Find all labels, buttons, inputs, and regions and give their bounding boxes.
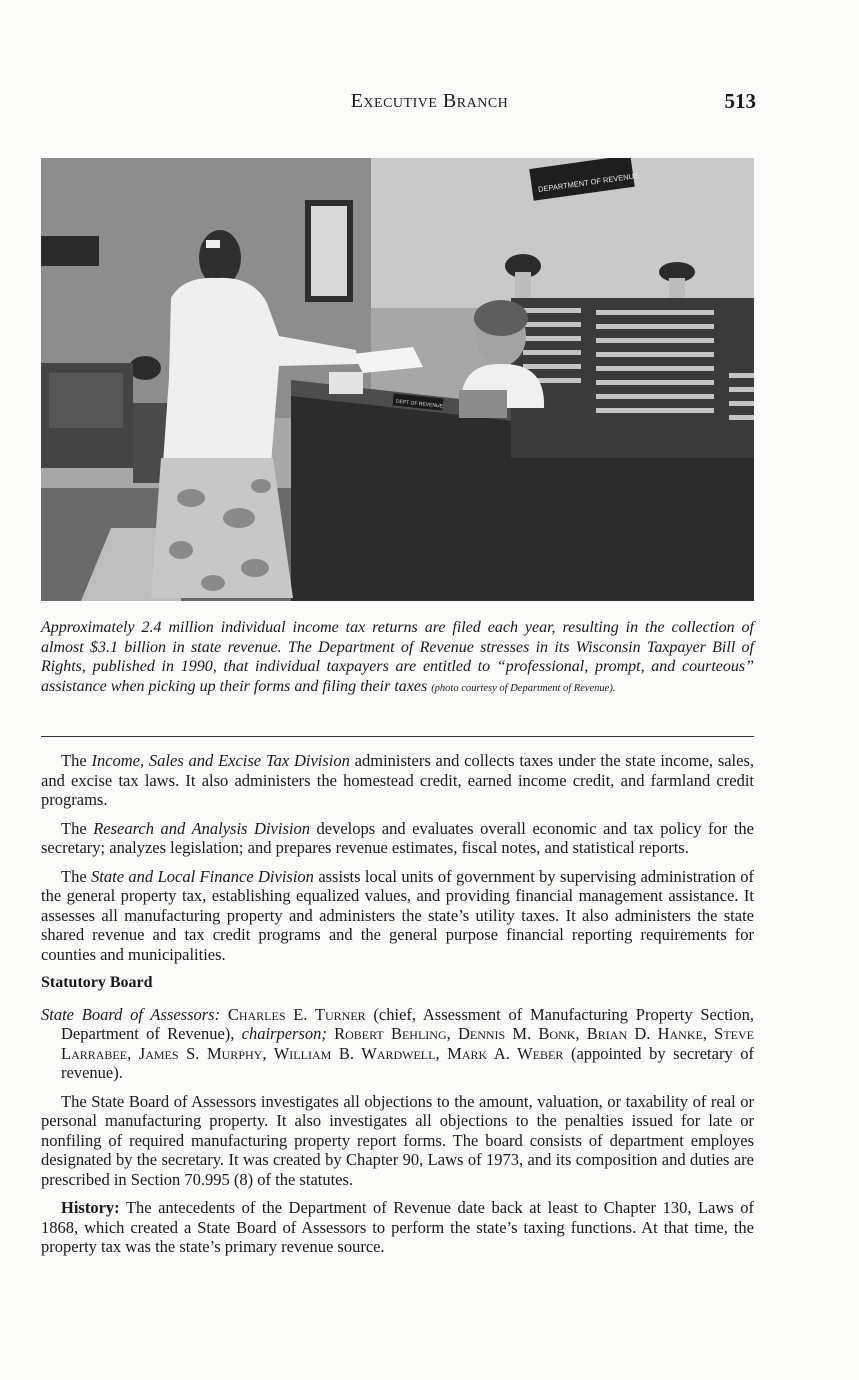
board-membership: State Board of Assessors: Charles E. Turner (chief, Assessment of Manufacturing Property Section, Department of Revenue), chairperson; Robert Behling, Dennis M. Bonk, Brian D. Hanke, Steve Larrabee, James S. Murphy, William B. Wardwell, Mark A. Weber (appointed by secretary of revenue). xyxy=(41,1004,755,1082)
caption-text: Approximately 2.4 million individual income tax returns are filed each year, resulting in the collection of almost $3.1 billion in state revenue. The Department of Revenue stresses in its Wisconsin Taxpayer Bill of Rights, published in 1990, that individual taxpayers are entitled to “professional, prompt, and courteous” assistance when picking up their forms and filing their taxes xyxy=(41,619,754,695)
chair-name: Charles E. Turner xyxy=(227,1004,366,1024)
photo-credit: (photo courtesy of Department of Revenue). xyxy=(431,682,616,694)
body-text xyxy=(41,751,754,1266)
division-name: Income, Sales and Excise Tax Division xyxy=(91,751,350,770)
paragraph-state-local-finance: The State and Local Finance Division assists local units of government by supervising administration of the general property tax, establishing equalized values, and providing financial management assistance. It assesses all manufacturing property and administers the state’s utility taxes. It also administers the state shared revenue and tax credit programs and the general purpose financial reporting requirements for counties and municipalities. xyxy=(41,866,754,964)
page-title: Executive Branch xyxy=(350,90,509,112)
board-description: The State Board of Assessors investigates all objections to the amount, valuation, or taxability of real or personal manufacturing property. It also investigates all objections to the penalties issued for late or nonfiling of required manufacturing property report forms. The board consists of department employes designated by the secretary. It was created by Chapter 90, Laws of 1973, and its composition and duties are prescribed in Section 70.995 (8) of the statutes. xyxy=(41,1091,754,1189)
division-name: Research and Analysis Division xyxy=(93,818,310,838)
office-photo xyxy=(41,158,754,601)
history-label: History: xyxy=(61,1198,120,1217)
page-number: 513 xyxy=(724,89,756,113)
division-name: State and Local Finance Division xyxy=(91,866,314,886)
photo-caption xyxy=(41,618,754,698)
paragraph-income-sales-excise: The Income, Sales and Excise Tax Division administers and collects taxes under the state income, sales, and excise tax laws. It also administers the homestead credit, earned income credit, and farmland credit programs. xyxy=(41,751,755,809)
chair-title: chairperson; xyxy=(241,1024,327,1043)
desk-sign-text: DEPT OF REVENUE xyxy=(395,398,444,410)
section-divider xyxy=(41,736,754,737)
history-paragraph: History: The antecedents of the Department of Revenue date back at least to Chapter 130, Laws of 1868, which created a State Board of Assessors to perform the state’s taxing functions. At that time, the property tax was the state’s primary revenue source. xyxy=(41,1198,754,1256)
statutory-board-heading: Statutory Board xyxy=(41,974,153,991)
department-sign-text: DEPARTMENT OF REVENUE xyxy=(537,170,640,195)
board-label: State Board of Assessors: xyxy=(41,1004,221,1024)
board-members: Robert Behling, Dennis M. Bonk, Brian D. Hanke, Steve Larrabee, James S. Murphy, William B. Wardwell, Mark A. Weber xyxy=(61,1024,755,1063)
paragraph-research-analysis: The Research and Analysis Division develops and evaluates overall economic and tax policy for the secretary; analyzes legislation; and prepares revenue estimates, fiscal notes, and statistical reports. xyxy=(41,818,754,857)
